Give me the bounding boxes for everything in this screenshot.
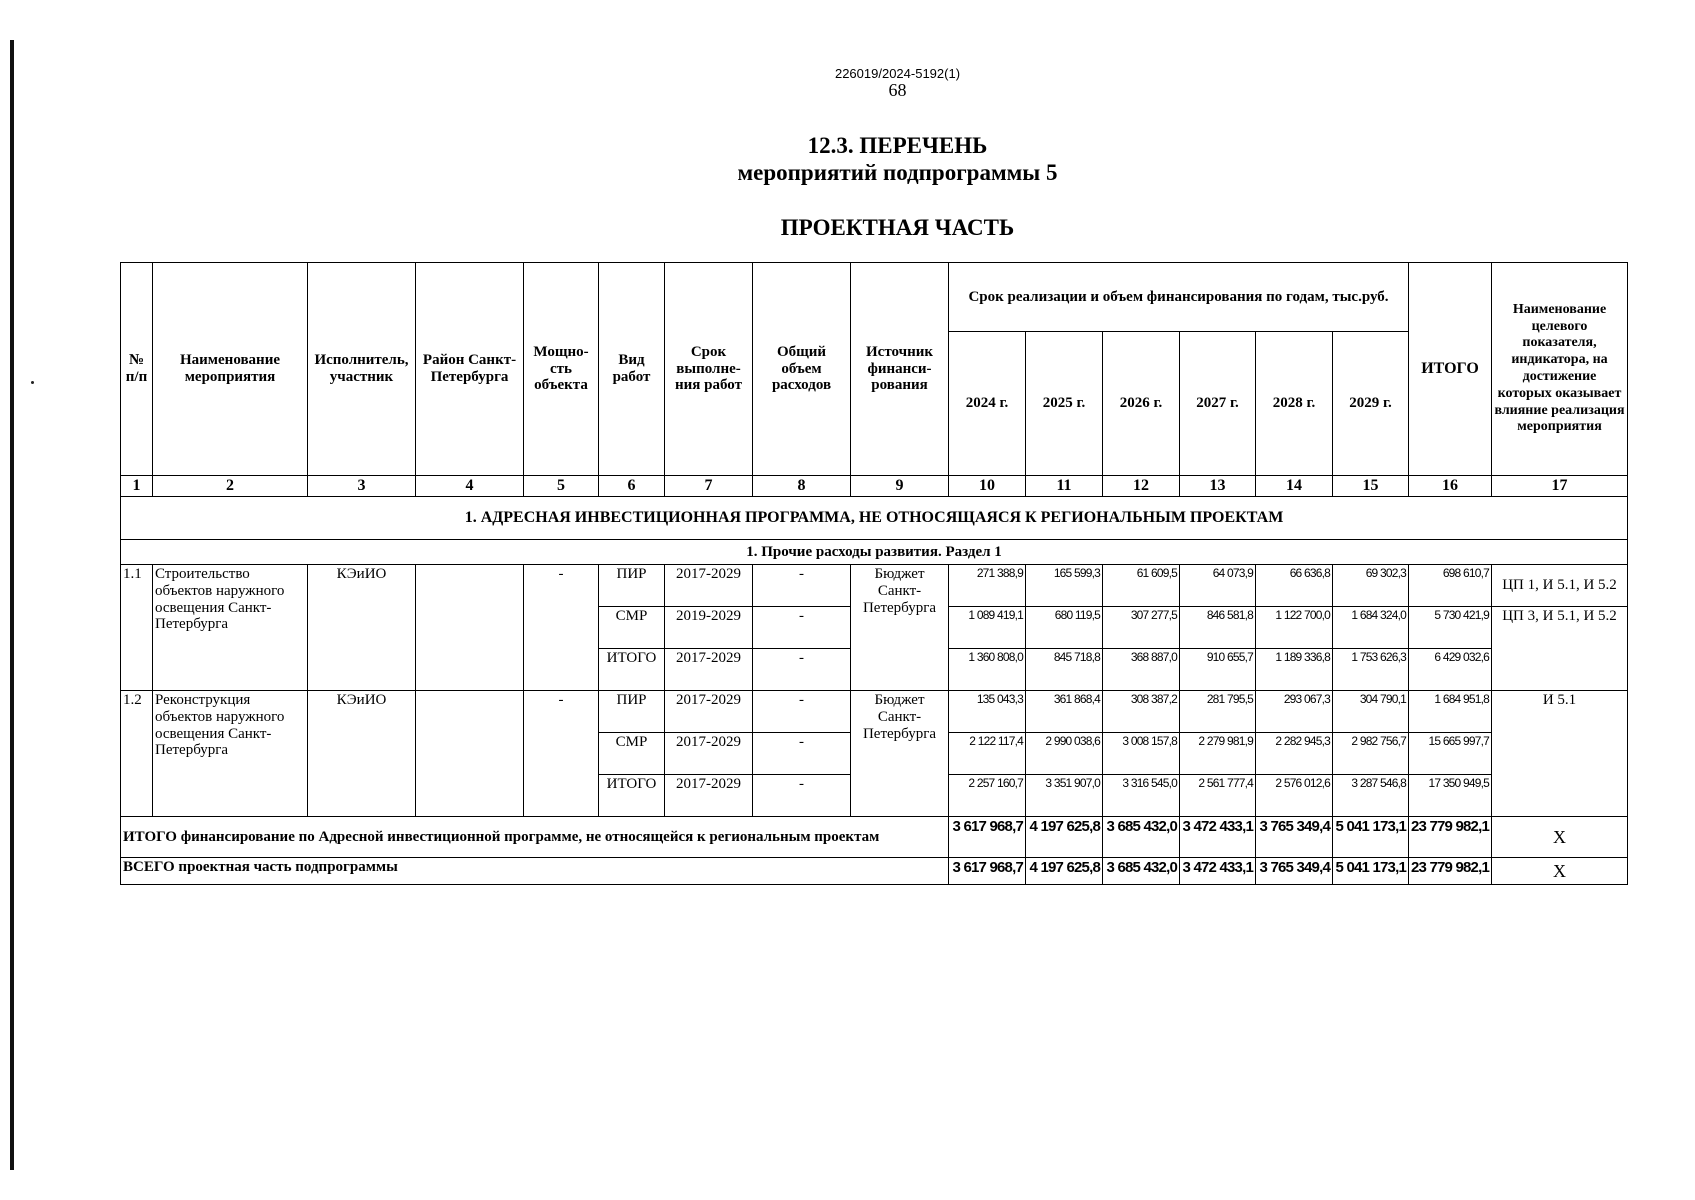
value-2029: 2 982 756,7 xyxy=(1333,733,1409,775)
work-type: СМР xyxy=(599,607,665,649)
value-total: 23 779 982,1 xyxy=(1409,858,1492,885)
value-2028: 1 189 336,8 xyxy=(1256,649,1333,691)
value-2024: 2 257 160,7 xyxy=(949,775,1026,817)
year-2028-header: 2028 г. xyxy=(1256,332,1333,476)
column-number: 10 xyxy=(949,476,1026,497)
year-2025-header: 2025 г. xyxy=(1026,332,1103,476)
col-work-type-header: Вид работ xyxy=(599,263,665,476)
work-type: ИТОГО xyxy=(599,775,665,817)
col-executor-header: Исполнитель, участник xyxy=(308,263,416,476)
item-district xyxy=(416,691,524,817)
section-title: ПРОЕКТНАЯ ЧАСТЬ xyxy=(780,215,1015,240)
section-heading-row xyxy=(121,497,1628,540)
column-number: 1 xyxy=(121,476,153,497)
value-2029: 5 041 173,1 xyxy=(1333,858,1409,885)
value-total: 17 350 949,5 xyxy=(1409,775,1492,817)
value-total: 698 610,7 xyxy=(1409,565,1492,607)
value-2027: 3 472 433,1 xyxy=(1180,858,1256,885)
item-capacity: - xyxy=(524,565,599,691)
value-2028: 2 576 012,6 xyxy=(1256,775,1333,817)
subsection-heading: 1. Прочие расходы развития. Раздел 1 xyxy=(121,540,1628,565)
column-number: 12 xyxy=(1103,476,1180,497)
total-aip-label: ИТОГО финансирование по Адресной инвестиционной программе, не относящейся к региональным проектам xyxy=(121,817,949,858)
value-2027: 64 073,9 xyxy=(1180,565,1256,607)
page-number: 68 xyxy=(888,80,907,100)
item-executor: КЭиИО xyxy=(308,565,416,691)
value-2025: 361 868,4 xyxy=(1026,691,1103,733)
column-number: 13 xyxy=(1180,476,1256,497)
column-number: 4 xyxy=(416,476,524,497)
value-2028: 3 765 349,4 xyxy=(1256,858,1333,885)
col-period-header: Срок выполне-ния работ xyxy=(665,263,753,476)
value-2025: 3 351 907,0 xyxy=(1026,775,1103,817)
value-2024: 3 617 968,7 xyxy=(949,817,1026,858)
value-total: 15 665 997,7 xyxy=(1409,733,1492,775)
total-cost: - xyxy=(753,733,851,775)
value-2024: 135 043,3 xyxy=(949,691,1026,733)
work-type: ИТОГО xyxy=(599,649,665,691)
measures-table xyxy=(120,262,1628,885)
column-number: 7 xyxy=(665,476,753,497)
total-cost: - xyxy=(753,607,851,649)
value-2028: 3 765 349,4 xyxy=(1256,817,1333,858)
value-2027: 3 472 433,1 xyxy=(1180,817,1256,858)
value-total: 6 429 032,6 xyxy=(1409,649,1492,691)
value-2027: 846 581,8 xyxy=(1180,607,1256,649)
total-cost: - xyxy=(753,565,851,607)
value-2025: 4 197 625,8 xyxy=(1026,858,1103,885)
work-type: ПИР xyxy=(599,691,665,733)
value-2029: 1 753 626,3 xyxy=(1333,649,1409,691)
value-total: 1 684 951,8 xyxy=(1409,691,1492,733)
value-2024: 1 089 419,1 xyxy=(949,607,1026,649)
value-2024: 1 360 808,0 xyxy=(949,649,1026,691)
value-2026: 308 387,2 xyxy=(1103,691,1180,733)
value-2028: 1 122 700,0 xyxy=(1256,607,1333,649)
value-2026: 3 685 432,0 xyxy=(1103,858,1180,885)
value-2025: 165 599,3 xyxy=(1026,565,1103,607)
value-2027: 910 655,7 xyxy=(1180,649,1256,691)
col-no-header: № п/п xyxy=(121,263,153,476)
work-period: 2017-2029 xyxy=(665,565,753,607)
value-2028: 66 636,8 xyxy=(1256,565,1333,607)
value-2027: 2 279 981,9 xyxy=(1180,733,1256,775)
value-2028: 2 282 945,3 xyxy=(1256,733,1333,775)
column-number: 17 xyxy=(1492,476,1628,497)
work-period: 2017-2029 xyxy=(665,733,753,775)
item-executor: КЭиИО xyxy=(308,691,416,817)
subsection-heading-row xyxy=(121,540,1628,565)
indicator: Х xyxy=(1492,817,1628,858)
value-2025: 4 197 625,8 xyxy=(1026,817,1103,858)
col-itogo-header: ИТОГО xyxy=(1409,263,1492,476)
item-district xyxy=(416,565,524,691)
value-2028: 293 067,3 xyxy=(1256,691,1333,733)
work-period: 2019-2029 xyxy=(665,607,753,649)
years-group-header: Срок реализации и объем финансирования по годам, тыс.руб. xyxy=(949,263,1409,332)
value-2025: 845 718,8 xyxy=(1026,649,1103,691)
year-2026-header: 2026 г. xyxy=(1103,332,1180,476)
value-2029: 3 287 546,8 xyxy=(1333,775,1409,817)
funding-source: Бюджет Санкт-Петербурга xyxy=(851,691,949,817)
value-2024: 271 388,9 xyxy=(949,565,1026,607)
year-2024-header: 2024 г. xyxy=(949,332,1026,476)
column-number: 11 xyxy=(1026,476,1103,497)
value-2026: 3 685 432,0 xyxy=(1103,817,1180,858)
col-source-header: Источник финанси-рования xyxy=(851,263,949,476)
total-all-label: ВСЕГО проектная часть подпрограммы xyxy=(121,858,949,885)
table-row xyxy=(121,565,1628,607)
item-number: 1.2 xyxy=(121,691,153,817)
work-type: СМР xyxy=(599,733,665,775)
total-cost: - xyxy=(753,691,851,733)
value-2029: 304 790,1 xyxy=(1333,691,1409,733)
column-number: 3 xyxy=(308,476,416,497)
col-total-cost-header: Общий объем расходов xyxy=(753,263,851,476)
header-row xyxy=(121,263,1628,332)
column-number: 8 xyxy=(753,476,851,497)
scan-edge xyxy=(10,40,14,1170)
col-district-header: Район Санкт-Петербурга xyxy=(416,263,524,476)
indicator: И 5.1 xyxy=(1492,691,1628,817)
table-row xyxy=(121,691,1628,733)
year-2027-header: 2027 г. xyxy=(1180,332,1256,476)
value-2026: 3 008 157,8 xyxy=(1103,733,1180,775)
scan-speck xyxy=(31,381,34,384)
value-2029: 69 302,3 xyxy=(1333,565,1409,607)
column-numbers-row xyxy=(121,476,1628,497)
item-name: Реконструкция объектов наружного освещения Санкт-Петербурга xyxy=(153,691,308,817)
value-2027: 281 795,5 xyxy=(1180,691,1256,733)
column-number: 6 xyxy=(599,476,665,497)
column-number: 14 xyxy=(1256,476,1333,497)
document-number: 226019/2024-5192(1) xyxy=(834,66,961,81)
item-name: Строительство объектов наружного освещения Санкт-Петербурга xyxy=(153,565,308,691)
indicator: ЦП 3, И 5.1, И 5.2 xyxy=(1492,607,1628,691)
indicator: ЦП 1, И 5.1, И 5.2 xyxy=(1492,565,1628,607)
total-all-row xyxy=(121,858,1628,885)
column-number: 16 xyxy=(1409,476,1492,497)
col-indicator-header: Наименование целевого показателя, индикатора, на достижение которых оказывает влияние реализация мероприятия xyxy=(1492,263,1628,476)
value-2026: 368 887,0 xyxy=(1103,649,1180,691)
value-2026: 307 277,5 xyxy=(1103,607,1180,649)
value-2025: 2 990 038,6 xyxy=(1026,733,1103,775)
value-total: 5 730 421,9 xyxy=(1409,607,1492,649)
work-period: 2017-2029 xyxy=(665,775,753,817)
value-2025: 680 119,5 xyxy=(1026,607,1103,649)
col-capacity-header: Мощно-сть объекта xyxy=(524,263,599,476)
value-2026: 61 609,5 xyxy=(1103,565,1180,607)
title-subheading: мероприятий подпрограммы 5 xyxy=(737,160,1058,185)
work-period: 2017-2029 xyxy=(665,649,753,691)
value-2026: 3 316 545,0 xyxy=(1103,775,1180,817)
value-2024: 3 617 968,7 xyxy=(949,858,1026,885)
total-cost: - xyxy=(753,649,851,691)
funding-source: Бюджет Санкт-Петербурга xyxy=(851,565,949,691)
total-aip-row xyxy=(121,817,1628,858)
title-heading: 12.3. ПЕРЕЧЕНЬ xyxy=(807,133,988,158)
total-cost: - xyxy=(753,775,851,817)
year-2029-header: 2029 г. xyxy=(1333,332,1409,476)
indicator: Х xyxy=(1492,858,1628,885)
work-period: 2017-2029 xyxy=(665,691,753,733)
value-2024: 2 122 117,4 xyxy=(949,733,1026,775)
column-number: 5 xyxy=(524,476,599,497)
item-number: 1.1 xyxy=(121,565,153,691)
column-number: 9 xyxy=(851,476,949,497)
work-type: ПИР xyxy=(599,565,665,607)
col-name-header: Наименование мероприятия xyxy=(153,263,308,476)
section-heading: 1. АДРЕСНАЯ ИНВЕСТИЦИОННАЯ ПРОГРАММА, НЕ ОТНОСЯЩАЯСЯ К РЕГИОНАЛЬНЫМ ПРОЕКТАМ xyxy=(121,497,1628,540)
value-total: 23 779 982,1 xyxy=(1409,817,1492,858)
value-2029: 1 684 324,0 xyxy=(1333,607,1409,649)
column-number: 15 xyxy=(1333,476,1409,497)
column-number: 2 xyxy=(153,476,308,497)
value-2029: 5 041 173,1 xyxy=(1333,817,1409,858)
item-capacity: - xyxy=(524,691,599,817)
value-2027: 2 561 777,4 xyxy=(1180,775,1256,817)
